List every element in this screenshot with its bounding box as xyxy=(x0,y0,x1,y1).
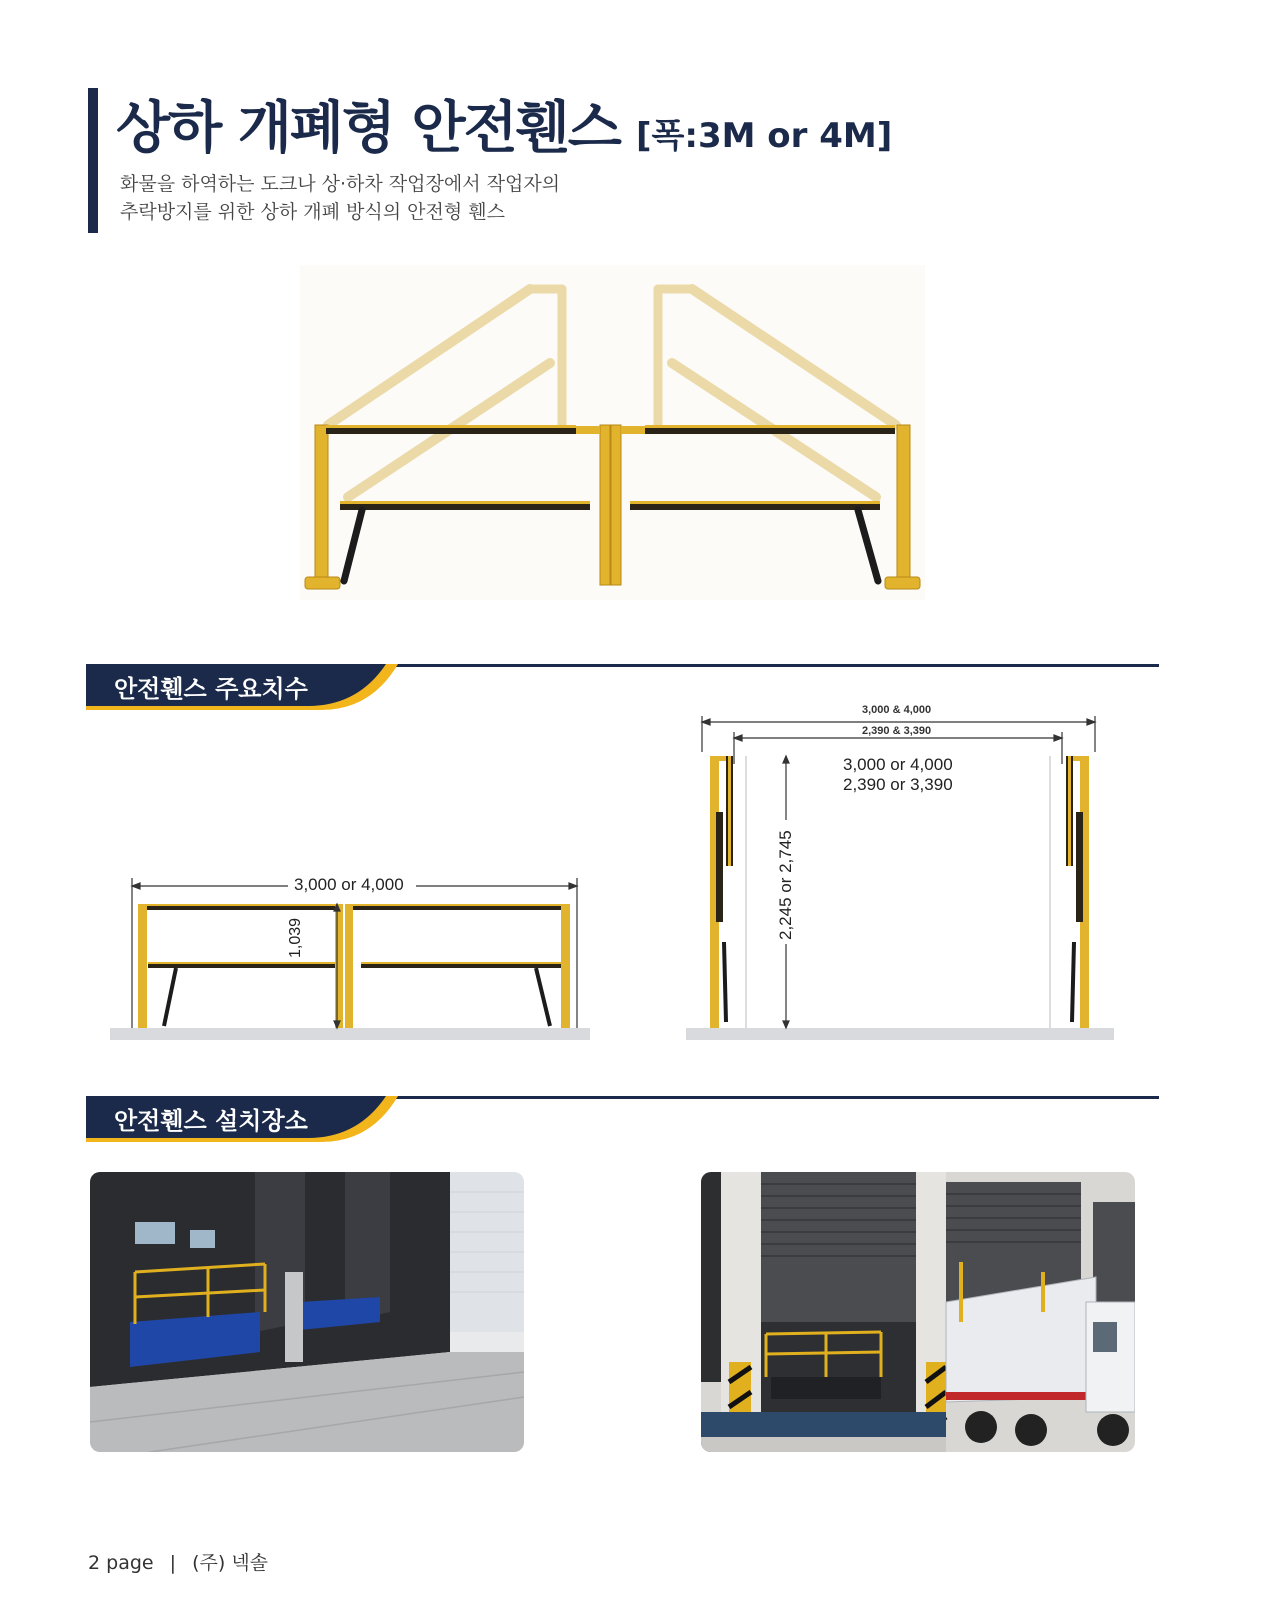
loading-dock-photo-1 xyxy=(90,1172,524,1452)
company-name: (주) 넥솔 xyxy=(192,1552,269,1574)
front-dimension-drawing xyxy=(108,870,593,1042)
side-inner-label: 2,390 or 3,390 xyxy=(843,775,953,794)
side-small-inner-label: 2,390 & 3,390 xyxy=(862,725,932,737)
front-height-label-wrap xyxy=(287,918,305,958)
loading-dock-photo-2 xyxy=(701,1172,1135,1452)
fence-product-illustration xyxy=(300,265,925,600)
front-height-label: 1,039 xyxy=(287,917,304,958)
floor xyxy=(686,1028,1114,1040)
left-raised-fence-side xyxy=(710,756,733,1028)
page-title: 상하 개폐형 안전휀스 xyxy=(116,96,620,161)
front-fence xyxy=(138,904,570,1028)
width-dimension-line xyxy=(132,878,577,1028)
side-height-label: 2,245 or 2,745 xyxy=(776,830,795,940)
footer-separator: | xyxy=(169,1552,177,1574)
installation-photo-left xyxy=(90,1172,524,1452)
description-line-2: 추락방지를 위한 상하 개폐 방식의 안전형 휀스 xyxy=(120,201,505,223)
description-line-1: 화물을 하역하는 도크나 상·하차 작업장에서 작업자의 xyxy=(120,173,561,195)
front-width-label: 3,000 or 4,000 xyxy=(294,875,404,894)
section-label-installation: 안전휀스 설치장소 xyxy=(114,1107,308,1135)
truck xyxy=(946,1277,1135,1446)
installation-photo-right xyxy=(701,1172,1135,1452)
floor xyxy=(110,1028,590,1040)
side-small-top-label: 3,000 & 4,000 xyxy=(862,704,932,716)
side-height-label-wrap xyxy=(776,830,796,940)
page-number: 2 page xyxy=(88,1552,154,1574)
side-width-label: 3,000 or 4,000 xyxy=(843,755,953,774)
page-subtitle: [폭:3M or 4M] xyxy=(636,116,893,156)
page-footer xyxy=(88,1548,268,1575)
right-raised-fence-side xyxy=(1066,756,1089,1028)
title-accent-bar xyxy=(88,88,98,233)
page-description xyxy=(120,170,560,226)
section-label-dimensions: 안전휀스 주요치수 xyxy=(114,675,308,703)
